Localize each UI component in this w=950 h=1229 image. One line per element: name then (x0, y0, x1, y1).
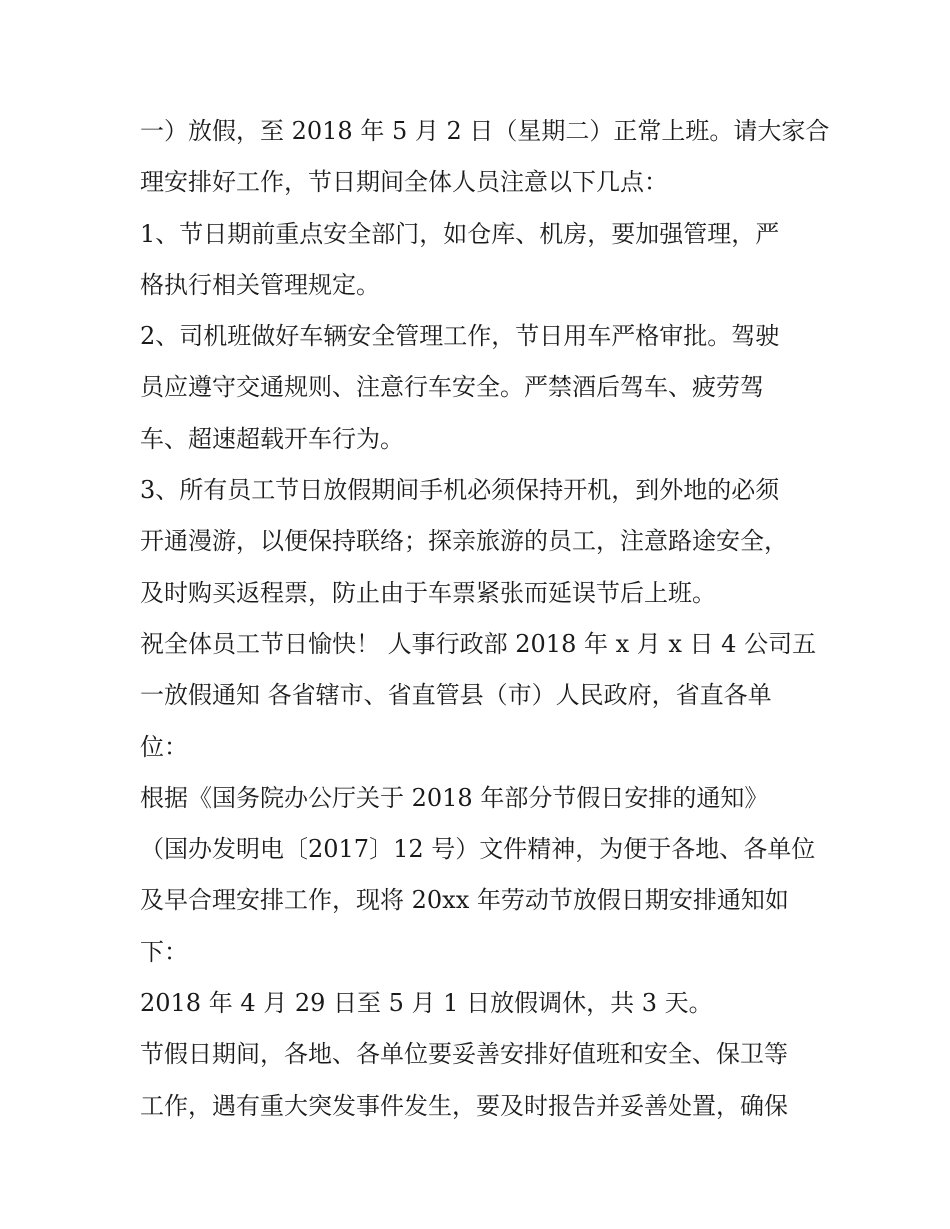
text-line: 及时购买返程票，防止由于车票紧张而延误节后上班。 (140, 578, 716, 607)
text-line: 2、司机班做好车辆安全管理工作，节日用车严格审批。驾驶 (140, 322, 780, 351)
text-line: 祝全体员工节日愉快！ 人事行政部 2018 年 x 月 x 日 4 公司五 (140, 629, 817, 658)
document-body (140, 106, 830, 1132)
text-line: 3、所有员工节日放假期间手机必须保持开机，到外地的必须 (140, 476, 780, 505)
text-line: 一）放假，至 2018 年 5 月 2 日（星期二）正常上班。请大家合 (140, 117, 830, 145)
text-line: 根据《国务院办公厅关于 2018 年部分节假日安排的通知》 (140, 783, 769, 812)
text-line: 及早合理安排工作，现将 20xx 年劳动节放假日期安排通知如 (140, 886, 789, 915)
text-line: 下： (140, 937, 188, 966)
text-line: 格执行相关管理规定。 (140, 270, 380, 299)
text-line: 2018 年 4 月 29 日至 5 月 1 日放假调休，共 3 天。 (140, 989, 713, 1018)
text-line: 一放假通知 各省辖市、省直管县（市）人民政府，省直各单 (140, 681, 772, 710)
text-line: （国办发明电〔2017〕12 号）文件精神，为便于各地、各单位 (140, 835, 816, 864)
text-line: 车、超速超载开车行为。 (140, 424, 404, 453)
text-line: 位： (140, 732, 188, 761)
text-line: 1、节日期前重点安全部门，如仓库、机房，要加强管理，严 (140, 219, 780, 248)
text-line: 理安排好工作，节日期间全体人员注意以下几点： (140, 168, 668, 197)
text-line: 节假日期间，各地、各单位要妥善安排好值班和安全、保卫等 (140, 1040, 788, 1069)
text-line: 工作，遇有重大突发事件发生，要及时报告并妥善处置，确保 (140, 1091, 788, 1120)
text-line: 开通漫游，以便保持联络；探亲旅游的员工，注意路途安全， (140, 527, 788, 556)
text-line: 员应遵守交通规则、注意行车安全。严禁酒后驾车、疲劳驾 (140, 373, 764, 402)
